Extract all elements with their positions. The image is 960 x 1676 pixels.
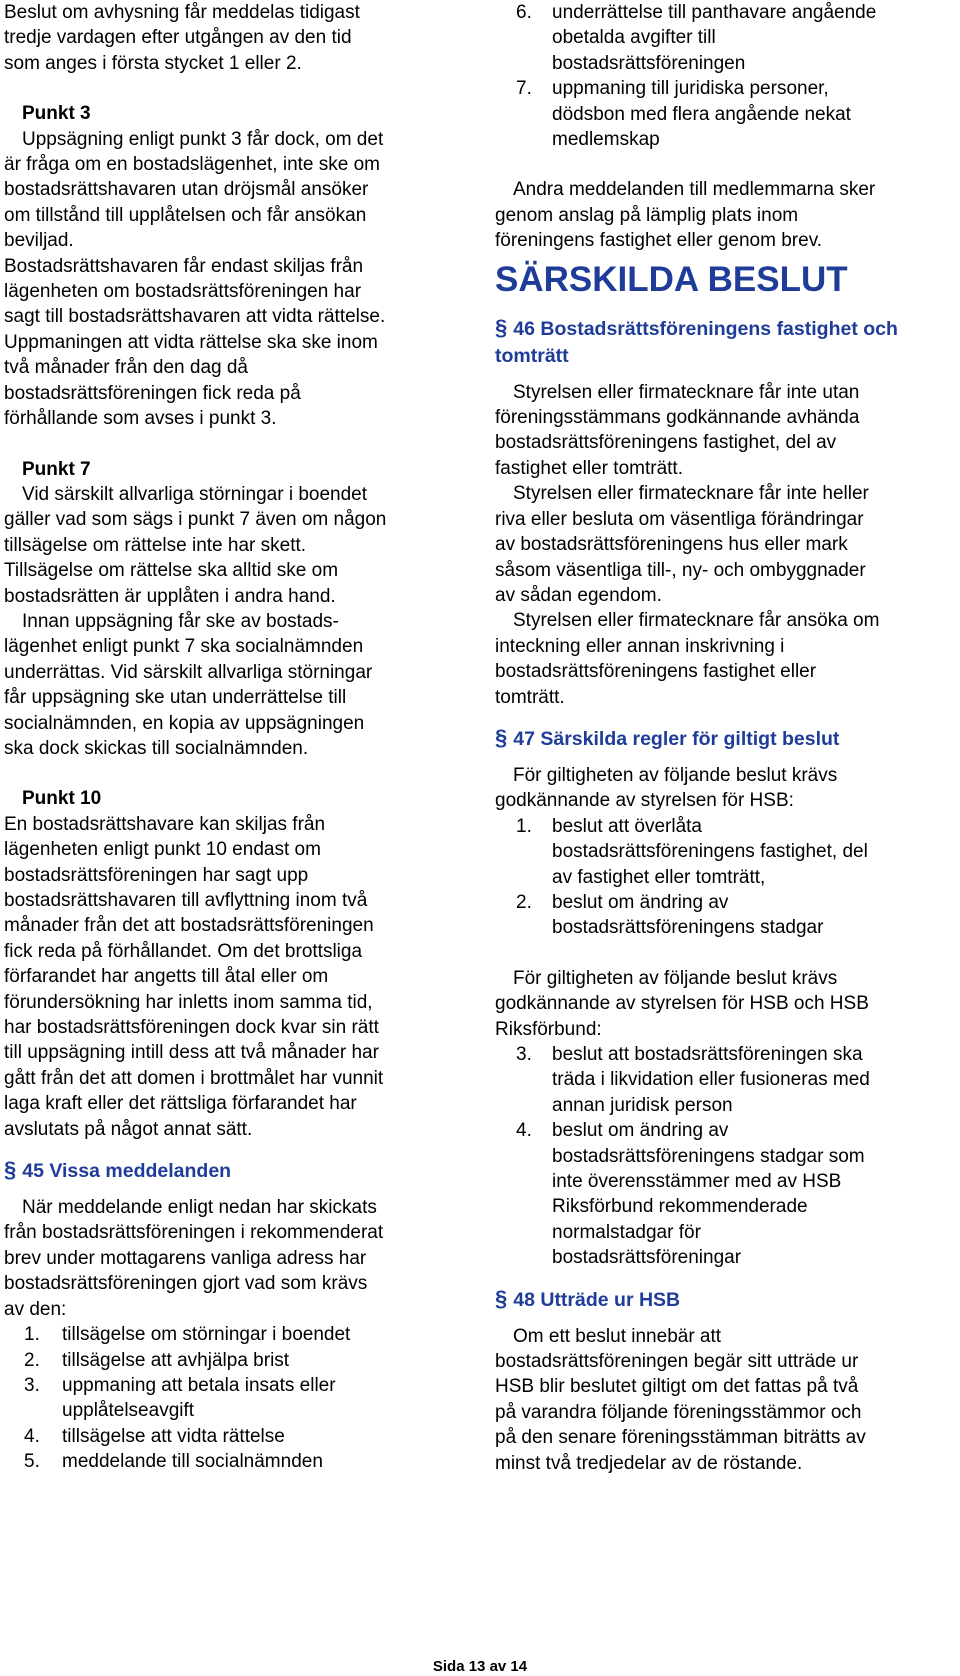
text-line: gäller vad som sägs i punkt 7 även om någon	[4, 509, 387, 531]
list-item	[4, 1373, 452, 1424]
text-line: tomträtt.	[495, 686, 565, 708]
text-line: bostadsrättsföreningen begär sitt utträde ur	[495, 1351, 859, 1373]
list-item-text: upplåtelseavgift	[62, 1400, 195, 1422]
list-item	[4, 1348, 452, 1373]
right-column	[495, 0, 950, 1476]
text-line: När meddelande enligt nedan har skickats	[22, 1197, 377, 1219]
hsb-approval-list	[495, 814, 950, 941]
paragraph-sign-icon: §	[495, 724, 508, 750]
list-item-text: medlemskap	[552, 129, 660, 151]
text-line: Innan uppsägning får ske av bostads-	[22, 610, 339, 632]
text-line: bostadsrättshavaren utan dröjsmål ansöker	[4, 179, 369, 201]
text-line: har bostadsrättsföreningen dock kvar sin rätt	[4, 1017, 379, 1039]
text-line: HSB blir beslutet giltigt om det fattas på två	[495, 1376, 859, 1398]
text-line: Uppsägning enligt punkt 3 får dock, om det	[22, 128, 384, 150]
text-line: månader från det att bostadsrättsföreningen	[4, 915, 374, 937]
list-number: 1.	[516, 815, 532, 837]
notice-list	[4, 1322, 452, 1474]
text-line: bostadsrättsföreningens fastighet, del av	[495, 432, 837, 454]
list-number: 7.	[516, 78, 532, 100]
punkt3-heading: Punkt 3	[22, 103, 91, 125]
text-line: från bostadsrättsföreningen i rekommenderat	[4, 1222, 384, 1244]
list-item-text: bostadsrättsföreningens stadgar som	[552, 1145, 865, 1167]
list-number: 4.	[24, 1425, 40, 1447]
section-45-title: 45 Vissa meddelanden	[22, 1160, 232, 1183]
list-item	[4, 1322, 452, 1347]
list-item-text: bostadsrättsföreningens fastighet, del	[552, 841, 868, 863]
list-item-text: bostadsrättsföreningens stadgar	[552, 917, 824, 939]
list-item-text: tillsägelse att avhjälpa brist	[62, 1349, 290, 1371]
text-line: En bostadsrättshavare kan skiljas från	[4, 813, 326, 835]
list-item-text: Riksförbund rekommenderade	[552, 1196, 808, 1218]
text-line: laga kraft eller det rättsliga förfarandet har	[4, 1093, 357, 1115]
list-number: 1.	[24, 1324, 40, 1346]
section-45-heading	[4, 1156, 452, 1185]
text-line: tillsägelse om rättelse inte har skett.	[4, 534, 307, 556]
text-line: Tillsägelse om rättelse ska alltid ske om	[4, 560, 339, 582]
text-line: förfarandet har angetts till åtal eller om	[4, 966, 329, 988]
text-line: på varandra följande föreningsstämmor och	[495, 1401, 862, 1423]
text-line: föreningens fastighet eller genom brev.	[495, 230, 823, 252]
text-line: av sådan egendom.	[495, 584, 662, 606]
section-48-heading	[495, 1285, 950, 1314]
list-item	[495, 1042, 950, 1118]
text-line: ska dock skickas till socialnämnden.	[4, 737, 309, 759]
list-number: 6.	[516, 2, 532, 23]
text-line: Styrelsen eller firmatecknare får ansöka om	[513, 610, 880, 632]
list-item-text: träda i likvidation eller fusioneras med	[552, 1069, 870, 1091]
text-line: lägenheten enligt punkt 10 endast om	[4, 839, 321, 861]
list-item-text: inte överensstämmer med av HSB	[552, 1171, 842, 1193]
text-line: fick reda på förhållandet. Om det brottsliga	[4, 940, 363, 962]
text-line: godkännande av styrelsen för HSB:	[495, 790, 794, 812]
list-item-text: tillsägelse att vidta rättelse	[62, 1425, 285, 1447]
text-line: godkännande av styrelsen för HSB och HSB	[495, 993, 869, 1015]
text-line: Andra meddelanden till medlemmarna sker	[513, 179, 876, 201]
list-number: 2.	[516, 891, 532, 913]
text-line: socialnämnden, en kopia av uppsägningen	[4, 712, 365, 734]
paragraph-sign-icon: §	[495, 1285, 508, 1311]
list-item-text: tillsägelse om störningar i boendet	[62, 1324, 351, 1346]
list-item	[495, 0, 950, 76]
text-line: är fråga om en bostadslägenhet, inte ske om	[4, 154, 381, 176]
text-line: sagt till bostadsrättshavaren att vidta rättelse.	[4, 306, 386, 328]
list-item-text: beslut att bostadsrättsföreningen ska	[552, 1044, 863, 1065]
text-line: om tillstånd till upplåtelsen och får ansökan	[4, 204, 367, 226]
text-line: bostadsrättsföreningen har sagt upp	[4, 864, 309, 886]
list-number: 3.	[516, 1044, 532, 1065]
text-line: på den senare föreningsstämman biträtts av	[495, 1427, 866, 1449]
text-line: Vid särskilt allvarliga störningar i boendet	[22, 483, 367, 505]
list-item-text: av fastighet eller tomträtt,	[552, 866, 766, 888]
list-item	[4, 1424, 452, 1449]
list-number: 3.	[24, 1374, 40, 1396]
list-item-text: meddelande till socialnämnden	[62, 1451, 323, 1473]
text-line: genom anslag på lämplig plats inom	[495, 204, 799, 226]
punkt7-heading: Punkt 7	[22, 458, 91, 480]
text-line: två månader från den dag då	[4, 357, 249, 379]
intro-line: som anges i första stycket 1 eller 2.	[4, 52, 302, 74]
text-line: såsom väsentliga till-, ny- och ombyggnader	[495, 559, 866, 581]
list-item	[4, 1449, 452, 1474]
text-line: avslutats på något annat sätt.	[4, 1118, 253, 1140]
list-item-text: beslut om ändring av	[552, 891, 729, 913]
text-line: gått från det att domen i brottmålet har vunnit	[4, 1067, 384, 1089]
section-46-title: tomträtt	[495, 344, 569, 367]
list-item-text: annan juridisk person	[552, 1094, 733, 1116]
text-line: bostadsrättsföreningen fick reda på	[4, 382, 301, 404]
text-line: Styrelsen eller firmatecknare får inte heller	[513, 483, 869, 505]
text-line: minst två tredjedelar av de röstande.	[495, 1452, 803, 1474]
text-line: underrättas. Vid särskilt allvarliga störningar	[4, 661, 373, 683]
notice-list-continued	[495, 0, 950, 152]
list-item-text: bostadsrättsföreningar	[552, 1247, 742, 1269]
list-item	[495, 76, 950, 152]
text-line: bostadsrättsföreningens fastighet eller	[495, 661, 817, 683]
text-line: riva eller besluta om väsentliga förändringar	[495, 508, 864, 530]
list-item-text: beslut att överlåta	[552, 815, 702, 837]
intro-line: tredje vardagen efter utgången av den tid	[4, 27, 352, 49]
paragraph-sign-icon: §	[495, 314, 508, 340]
list-item-text: uppmaning till juridiska personer,	[552, 78, 829, 100]
punkt10-heading: Punkt 10	[22, 788, 102, 810]
section-46-heading	[495, 314, 950, 370]
list-item	[495, 814, 950, 890]
text-line: Bostadsrättshavaren får endast skiljas från	[4, 255, 364, 277]
text-line: får uppsägning ske utan underrättelse till	[4, 687, 347, 709]
text-line: till uppsägning intill dess att två månader har	[4, 1042, 379, 1064]
section-47-heading	[495, 724, 950, 753]
section-47-title: 47 Särskilda regler för giltigt beslut	[513, 727, 840, 750]
list-item-text: normalstadgar för	[552, 1221, 701, 1243]
text-line: Styrelsen eller firmatecknare får inte utan	[513, 381, 860, 403]
list-item	[495, 1118, 950, 1270]
left-column	[4, 0, 452, 1475]
list-item-text: obetalda avgifter till	[552, 27, 716, 49]
text-line: förhållande som avses i punkt 3.	[4, 408, 277, 430]
text-line: föreningsstämmans godkännande avhända	[495, 407, 860, 429]
page-number: Sida 13 av 14	[432, 1658, 528, 1675]
list-item-text: dödsbon med flera angående nekat	[552, 103, 851, 125]
text-line: brev under mottagarens vanliga adress har	[4, 1247, 367, 1269]
text-line: av bostadsrättsföreningens hus eller mark	[495, 534, 848, 556]
section-48-title: 48 Utträde ur HSB	[513, 1288, 681, 1311]
text-line: inteckning eller annan inskrivning i	[495, 635, 785, 657]
list-item-text: beslut om ändring av	[552, 1120, 729, 1142]
riksforbund-approval-list	[495, 1042, 950, 1271]
text-line: beviljad.	[4, 230, 74, 252]
text-line: För giltigheten av följande beslut krävs	[513, 764, 838, 786]
list-number: 2.	[24, 1349, 40, 1371]
paragraph-sign-icon: §	[4, 1157, 17, 1183]
text-line: förundersökning har inletts inom samma tid,	[4, 991, 373, 1013]
text-line: av den:	[4, 1298, 67, 1320]
list-number: 5.	[24, 1451, 40, 1473]
section-title-sarskilda-beslut: SÄRSKILDA BESLUT	[495, 259, 848, 299]
text-line: bostadsrätten är upplåten i andra hand.	[4, 585, 336, 607]
list-item	[495, 890, 950, 941]
text-line: Riksförbund:	[495, 1018, 602, 1040]
text-line: För giltigheten av följande beslut krävs	[513, 967, 838, 989]
text-line: fastighet eller tomträtt.	[495, 457, 683, 479]
text-line: lägenhet enligt punkt 7 ska socialnämnden	[4, 636, 364, 658]
intro-line: Beslut om avhysning får meddelas tidigast	[4, 2, 360, 23]
text-line: lägenheten om bostadsrättsföreningen har	[4, 281, 362, 303]
text-line: Om ett beslut innebär att	[513, 1325, 722, 1347]
section-46-title: 46 Bostadsrättsföreningens fastighet och	[513, 317, 898, 340]
list-number: 4.	[516, 1120, 532, 1142]
text-line: Uppmaningen att vidta rättelse ska ske inom	[4, 331, 378, 353]
text-line: bostadsrättshavaren till avflyttning inom två	[4, 890, 368, 911]
list-item-text: underrättelse till panthavare angående	[552, 2, 877, 23]
list-item-text: bostadsrättsföreningen	[552, 52, 746, 74]
list-item-text: uppmaning att betala insats eller	[62, 1374, 336, 1396]
text-line: bostadsrättsföreningen gjort vad som krävs	[4, 1273, 368, 1295]
